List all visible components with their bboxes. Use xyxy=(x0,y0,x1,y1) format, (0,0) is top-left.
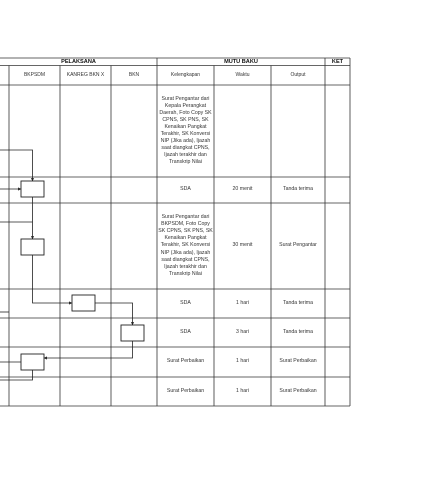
row-2-waktu: 20 menit xyxy=(232,186,253,193)
row-3-kelengkapan: Surat Pengantar dari BKPSDM, Foto Copy SK CPNS, SK PNS, SK Kenaikan Pangkat Terakhir, SK Konversi NIP (Jika ada), Ijazah saat diangkat CPNS, Ijazah terakhir dan Transkrip Nilai xyxy=(158,214,213,277)
row-5-kelengkapan: SDA xyxy=(180,328,191,335)
row-7-waktu: 1 hari xyxy=(236,387,249,394)
row-1-waktu xyxy=(214,85,271,177)
col-output: Output xyxy=(290,72,306,78)
row-6-output: Surat Perbaikan xyxy=(279,358,317,365)
row-1-kelengkapan: Surat Pengantar dari Kepala Perangkat Daerah, Foto Copy SK CPNS, SK PNS, SK Kenaikan Pangkat Terakhir, SK Konversi NIP (Jika ada), Ijazah saat diangkat CPNS, Ijazah terakhir dan Transkrip Nilai xyxy=(159,95,212,166)
col-bkpsdm: BKPSDM xyxy=(23,72,46,78)
row-6-kelengkapan: Surat Perbaikan xyxy=(166,358,205,365)
col-waktu: Waktu xyxy=(235,72,250,78)
process-box-1 xyxy=(21,181,44,197)
row-7-kelengkapan: Surat Perbaikan xyxy=(166,387,205,394)
row-7-output: Surat Perbaikan xyxy=(279,387,317,394)
process-box-4 xyxy=(121,325,144,341)
row-3-waktu: 30 menit xyxy=(232,242,253,249)
row-4-output: Tanda terima xyxy=(283,299,313,306)
col-kelengkapan: Kelengkapan xyxy=(170,72,201,78)
ket-header: KET xyxy=(331,59,344,65)
col-bkn: BKN xyxy=(128,72,140,78)
row-4-waktu: 1 hari xyxy=(236,299,249,306)
process-box-3 xyxy=(72,295,95,311)
row-2-output: Tanda terima xyxy=(283,186,313,193)
col-kanreg-bkn-x: KANREG BKN X xyxy=(66,72,105,78)
process-box-5 xyxy=(21,354,44,370)
pelaksana-header: PELAKSANA xyxy=(61,59,96,65)
row-1-output xyxy=(271,85,325,177)
row-5-waktu: 3 hari xyxy=(236,328,249,335)
row-2-kelengkapan: SDA xyxy=(180,186,191,193)
mutu-baku-header: MUTU BAKU xyxy=(224,59,258,65)
row-5-output: Tanda terima xyxy=(283,328,313,335)
row-6-waktu: 1 hari xyxy=(236,358,249,365)
process-box-2 xyxy=(21,239,44,255)
row-4-kelengkapan: SDA xyxy=(180,299,191,306)
row-3-output: Surat Pengantar xyxy=(279,242,317,249)
